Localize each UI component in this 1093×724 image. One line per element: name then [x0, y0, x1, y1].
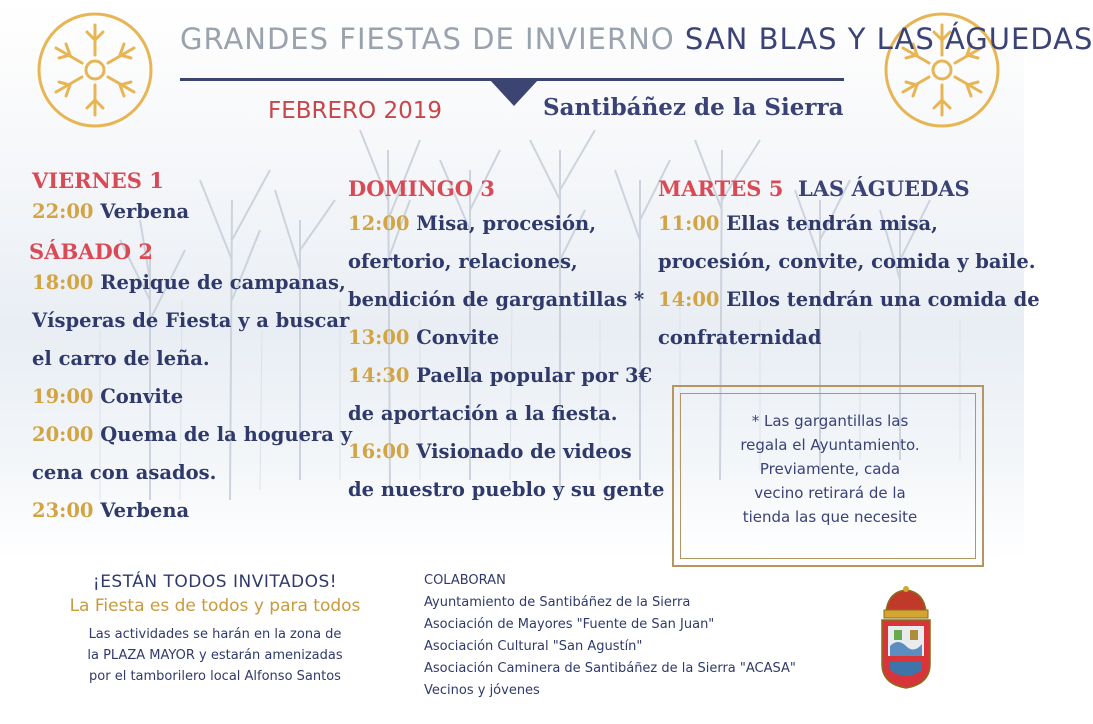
sponsor-item: Asociación de Mayores "Fuente de San Juan": [424, 617, 715, 632]
schedule-line: [658, 243, 1036, 281]
schedule-line: [348, 471, 668, 509]
event-time: 22:00: [32, 200, 94, 223]
title-part1: GRANDES FIESTAS DE INVIERNO: [180, 22, 675, 56]
sabado-events: [32, 264, 352, 530]
event-time: 23:00: [32, 499, 94, 522]
schedule-line: [32, 492, 352, 530]
invitation-block: [30, 572, 400, 687]
snowflake-icon: [35, 10, 155, 130]
schedule-column-middle: [348, 176, 668, 509]
village-name: Santibáñez de la Sierra: [543, 94, 844, 121]
schedule-line: [348, 319, 668, 357]
event-text: Convite: [100, 385, 184, 408]
invitation-line: la PLAZA MAYOR y estarán amenizadas: [87, 648, 343, 663]
sponsors-block: [424, 570, 864, 702]
schedule-line: [348, 433, 668, 471]
event-date: FEBRERO 2019: [268, 98, 442, 124]
event-text: de aportación a la fiesta.: [348, 402, 618, 425]
event-text: de nuestro pueblo y su gente: [348, 478, 665, 501]
note-text: [704, 409, 956, 529]
title-part2: SAN BLAS Y LAS ÁGUEDAS: [684, 22, 1093, 56]
sponsor-item: Asociación Cultural "San Agustín": [424, 639, 643, 654]
schedule-line: [348, 205, 668, 243]
domingo-events: [348, 205, 668, 509]
event-time: 13:00: [348, 326, 410, 349]
sponsor-item: Asociación Caminera de Santibáñez de la Sierra "ACASA": [424, 661, 796, 676]
schedule-line: [348, 281, 668, 319]
event-time: 14:30: [348, 364, 410, 387]
event-text: Verbena: [100, 499, 190, 522]
sponsor-item: Vecinos y jóvenes: [424, 683, 540, 698]
event-time: 18:00: [32, 271, 94, 294]
schedule-line: [32, 416, 352, 454]
sponsors-list: [424, 592, 864, 702]
note-line: tienda las que necesite: [742, 508, 918, 526]
event-text: ofertorio, relaciones,: [348, 250, 578, 273]
event-text: Quema de la hoguera y: [100, 423, 353, 446]
gargantillas-note: [672, 385, 984, 567]
day-heading-domingo: DOMINGO 3: [348, 176, 495, 201]
event-text: el carro de leña.: [32, 347, 210, 370]
sponsor-item: Ayuntamiento de Santibáñez de la Sierra: [424, 595, 691, 610]
schedule-line: [658, 281, 1040, 319]
schedule-line: [658, 319, 1018, 357]
event-text: Visionado de videos: [416, 440, 632, 463]
schedule-line: [32, 302, 352, 340]
event-text: confraternidad: [658, 326, 822, 349]
event-text: Misa, procesión,: [416, 212, 597, 235]
event-text: Paella popular por 3€: [416, 364, 653, 387]
note-line: * Las gargantillas las: [751, 412, 909, 430]
schedule-line: [348, 243, 668, 281]
day-heading-sabado: SÁBADO 2: [29, 239, 153, 264]
schedule-line: [348, 357, 668, 395]
invitation-line: Las actividades se harán en la zona de: [88, 627, 342, 642]
invitation-headline: ¡ESTÁN TODOS INVITADOS!: [92, 572, 338, 592]
event-text: cena con asados.: [32, 461, 217, 484]
event-time: 11:00: [658, 212, 720, 235]
event-text: bendición de gargantillas *: [348, 288, 645, 311]
event-text: Ellos tendrán una comida de: [726, 288, 1040, 311]
invitation-details: [30, 624, 400, 687]
page-title: [180, 22, 1093, 56]
schedule-line: [32, 454, 352, 492]
schedule-line: [32, 264, 352, 302]
schedule-line: [348, 395, 668, 433]
event-text: procesión, convite, comida y baile.: [658, 250, 1036, 273]
title-divider-arrow: [490, 80, 538, 106]
invitation-motto: La Fiesta es de todos y para todos: [69, 596, 361, 616]
schedule-line: [32, 378, 352, 416]
coat-of-arms: [876, 584, 936, 694]
schedule-line: [658, 205, 1018, 243]
schedule-line: [32, 193, 352, 231]
day-heading-martes: [658, 176, 1018, 201]
event-text: Repique de campanas,: [100, 271, 346, 294]
event-time: 19:00: [32, 385, 94, 408]
event-time: 12:00: [348, 212, 410, 235]
event-text: Verbena: [100, 200, 190, 223]
event-time: 16:00: [348, 440, 410, 463]
note-line: Previamente, cada: [759, 460, 901, 478]
martes-events: [658, 205, 1040, 357]
day-heading-viernes: VIERNES 1: [32, 168, 164, 193]
sponsors-heading: COLABORAN: [424, 573, 506, 588]
event-text: Convite: [416, 326, 500, 349]
note-line: vecino retirará de la: [754, 484, 906, 502]
event-text: Ellas tendrán misa,: [726, 212, 938, 235]
day-heading-martes-label: MARTES 5: [658, 176, 784, 201]
schedule-column-right: [658, 176, 1040, 357]
event-time: 20:00: [32, 423, 94, 446]
event-time: 14:00: [658, 288, 720, 311]
day-heading-martes-extra: LAS ÁGUEDAS: [797, 176, 970, 201]
invitation-line: por el tamborilero local Alfonso Santos: [89, 669, 341, 684]
schedule-line: [32, 340, 352, 378]
note-line: regala el Ayuntamiento.: [740, 436, 920, 454]
schedule-column-left: [29, 168, 353, 530]
event-text: Vísperas de Fiesta y a buscar: [32, 309, 350, 332]
